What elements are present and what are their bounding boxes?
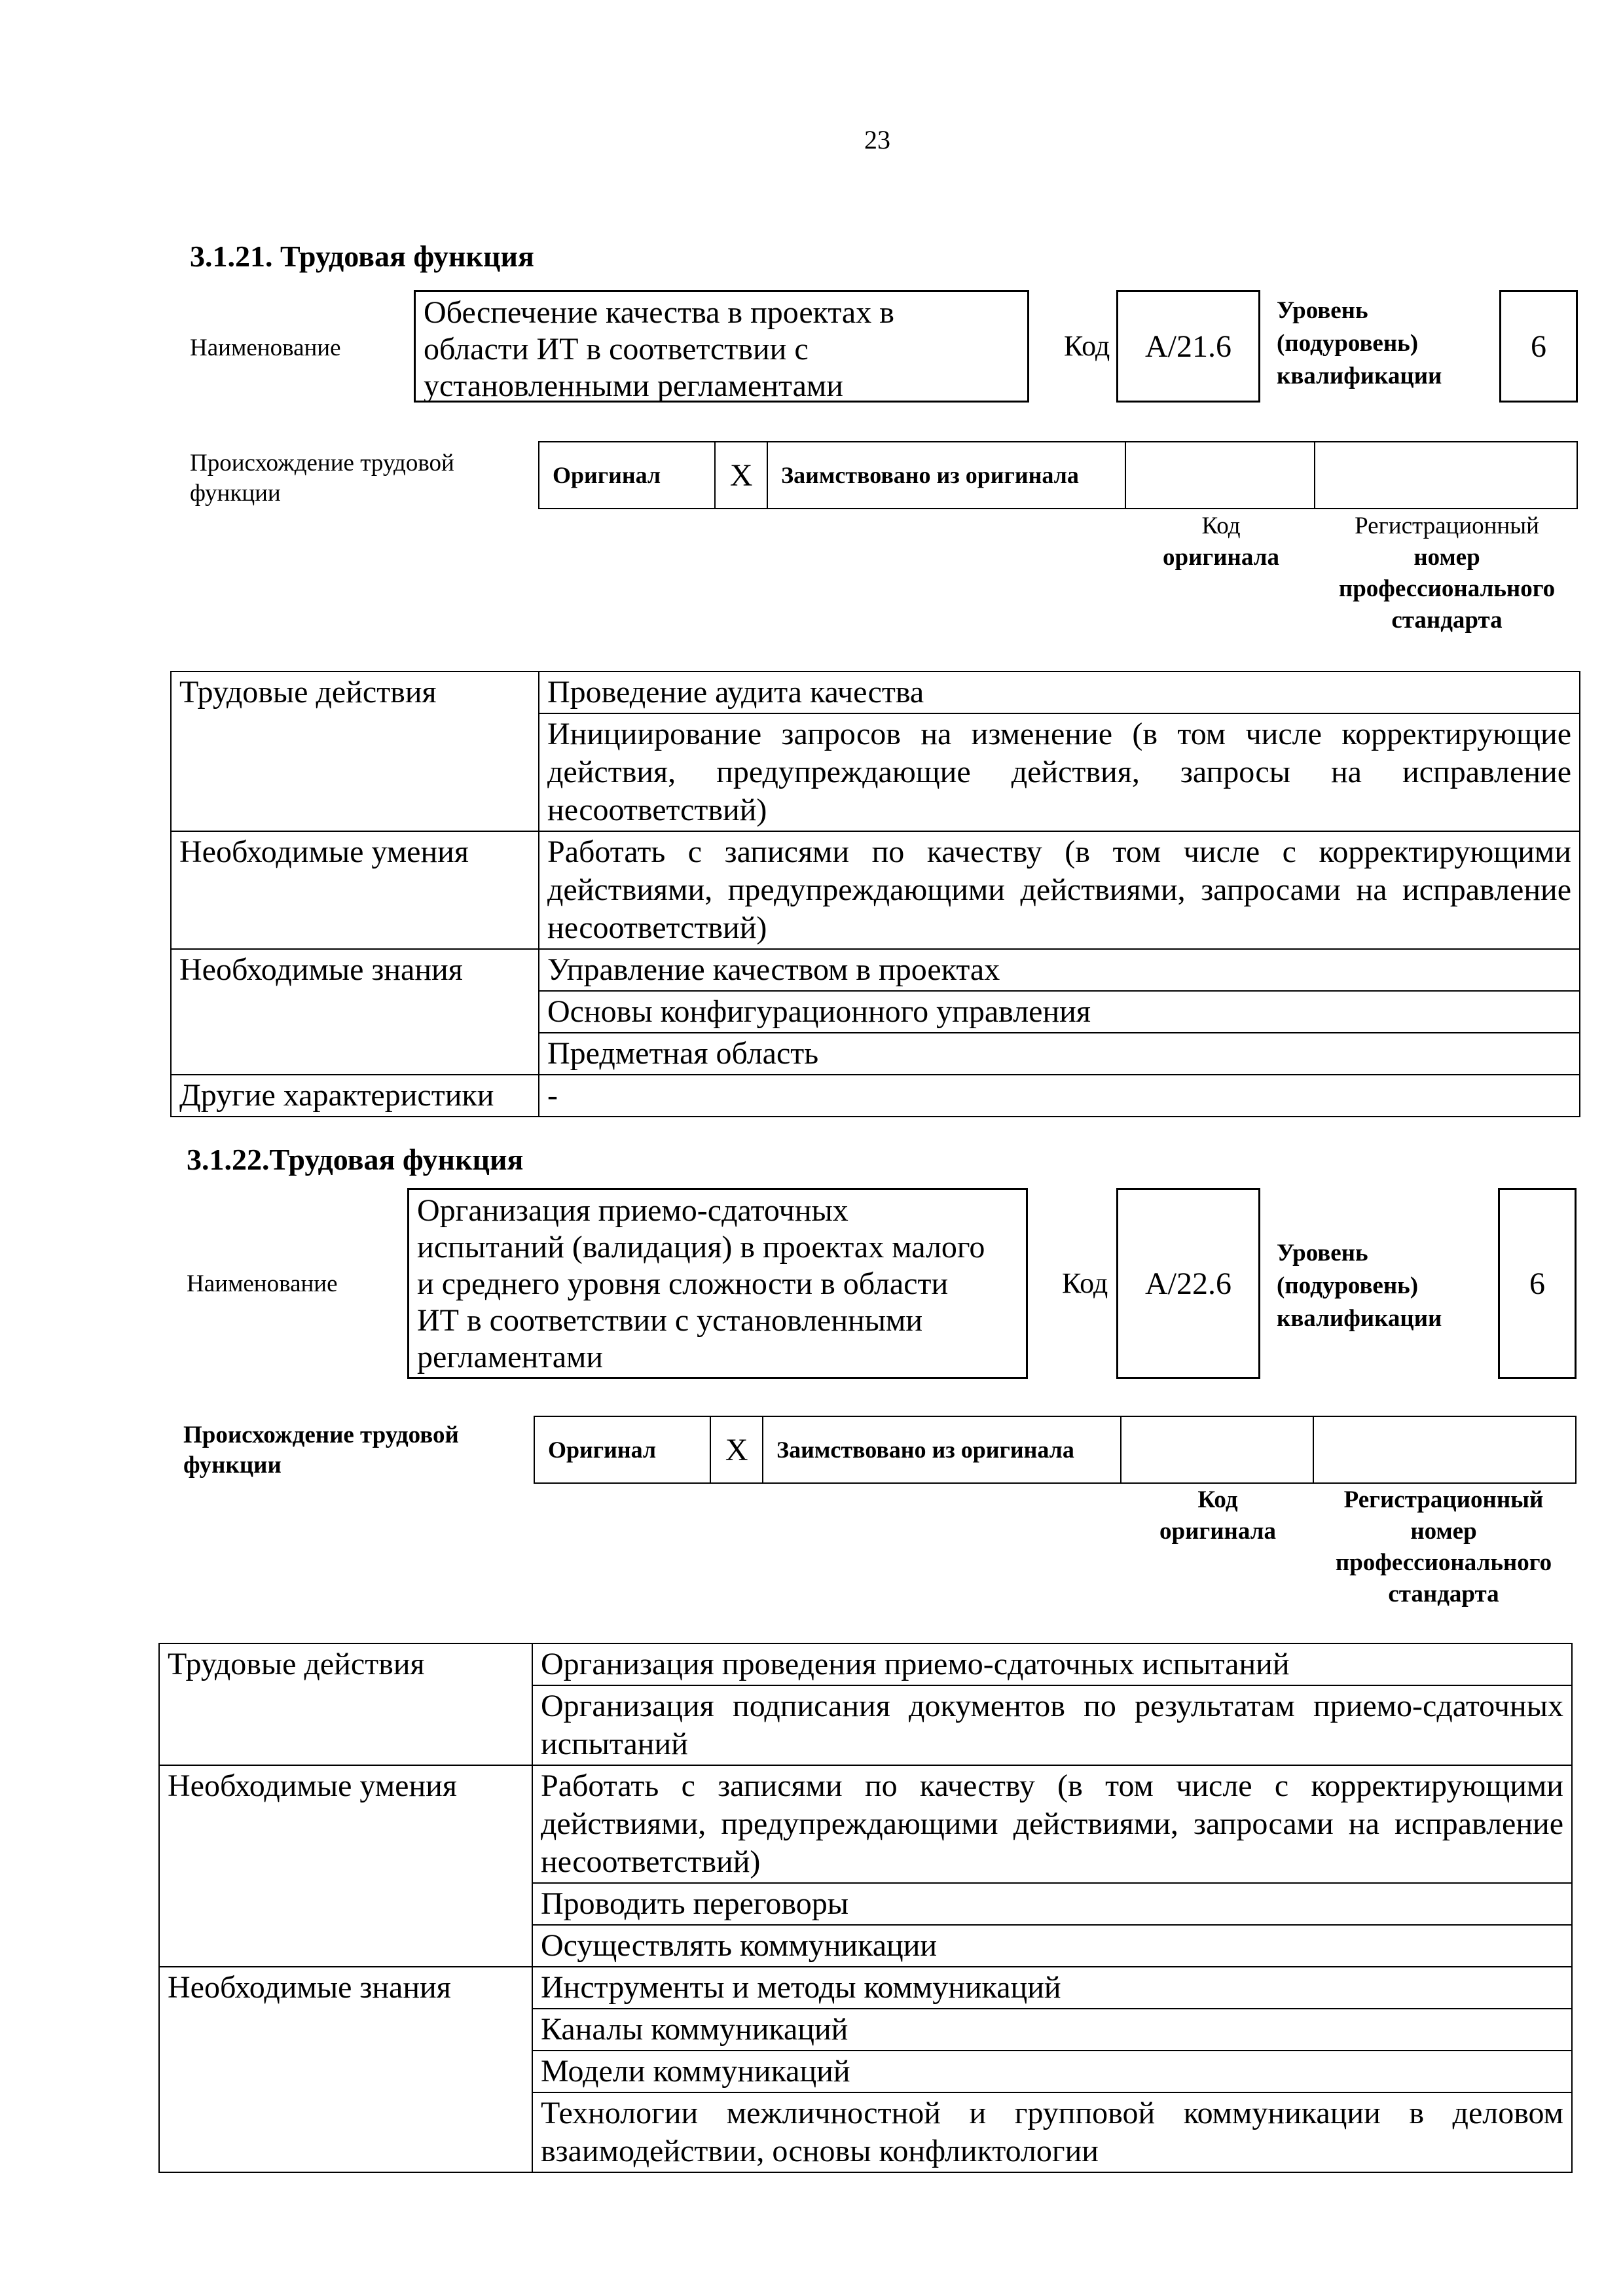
row-item: Работать с записями по качеству (в том числе с корректирующими действиями, предупреждающими действиями, запросами на исправление несоответствий) bbox=[539, 831, 1580, 949]
row-label: Трудовые действия bbox=[171, 672, 539, 831]
original-label: Оригинал bbox=[553, 462, 661, 488]
original-label: Оригинал bbox=[548, 1437, 657, 1463]
row-item: Осуществлять коммуникации bbox=[532, 1925, 1572, 1967]
row-label: Необходимые умения bbox=[159, 1765, 532, 1967]
row-label: Необходимые умения bbox=[171, 831, 539, 949]
row-label: Необходимые знания bbox=[159, 1967, 532, 2172]
registration-number-cell bbox=[1314, 1417, 1575, 1482]
function-name-box: Организация приемо-сдаточных испытаний (валидация) в проектах малого и среднего уровня сложности в области ИТ в соответствии с установленными регламентами bbox=[407, 1188, 1028, 1379]
function-name-line: Обеспечение качества в проектах в bbox=[424, 295, 894, 330]
caption-code: Код оригинала bbox=[1163, 512, 1279, 571]
function-table bbox=[170, 671, 1580, 1117]
row-item: Проводить переговоры bbox=[532, 1883, 1572, 1925]
code-label: Код bbox=[1062, 1267, 1108, 1299]
table-row bbox=[159, 1967, 1572, 2009]
level-label: Уровень (подуровень) квалификации bbox=[1277, 297, 1442, 389]
origin-row bbox=[534, 1416, 1577, 1484]
section-title: 3.1.22.Трудовая функция bbox=[187, 1143, 524, 1176]
row-item: Инициирование запросов на изменение (в том числе корректирующие действия, предупреждающие действия, запросы на исправление несоответствий) bbox=[539, 713, 1580, 831]
row-label: Трудовые действия bbox=[159, 1643, 532, 1765]
row-item: Проведение аудита качества bbox=[539, 672, 1580, 713]
row-label: Другие характеристики bbox=[171, 1075, 539, 1117]
code-box bbox=[1116, 290, 1260, 403]
original-code-cell bbox=[1122, 1417, 1314, 1482]
original-code-cell bbox=[1126, 442, 1315, 508]
caption-registration: Регистрационный номер профессионального стандарта bbox=[1335, 1486, 1552, 1607]
level-label: Уровень (подуровень) квалификации bbox=[1277, 1240, 1442, 1332]
name-label: Наименование bbox=[187, 1270, 338, 1297]
table-row bbox=[171, 831, 1580, 949]
row-item: Основы конфигурационного управления bbox=[539, 991, 1580, 1033]
function-code: A/21.6 bbox=[1145, 329, 1231, 364]
row-label: Необходимые знания bbox=[171, 949, 539, 1075]
table-row bbox=[159, 1643, 1572, 1685]
section-title: 3.1.21. Трудовая функция bbox=[190, 240, 534, 273]
caption-code: Код оригинала bbox=[1159, 1486, 1276, 1545]
row-item: Организация проведения приемо-сдаточных испытаний bbox=[532, 1643, 1572, 1685]
code-box bbox=[1116, 1188, 1260, 1379]
code-label: Код bbox=[1064, 330, 1110, 362]
row-item: Предметная область bbox=[539, 1033, 1580, 1075]
table-row bbox=[171, 672, 1580, 713]
level-box bbox=[1499, 290, 1578, 403]
original-mark: X bbox=[725, 1432, 748, 1467]
row-item: Работать с записями по качеству (в том числе с корректирующими действиями, предупреждающими действиями, запросами на исправление несоответствий) bbox=[532, 1765, 1572, 1883]
function-table bbox=[158, 1643, 1573, 2173]
origin-label: Происхождение трудовой функции bbox=[190, 450, 454, 507]
caption-registration: Регистрационный номер профессионального стандарта bbox=[1338, 512, 1556, 634]
origin-label: Происхождение трудовой функции bbox=[183, 1422, 459, 1479]
row-item: - bbox=[539, 1075, 1580, 1117]
table-row bbox=[159, 1765, 1572, 1883]
name-label: Наименование bbox=[190, 334, 341, 361]
qualification-level: 6 bbox=[1531, 329, 1546, 364]
origin-row bbox=[538, 441, 1578, 509]
row-item: Инструменты и методы коммуникаций bbox=[532, 1967, 1572, 2009]
original-mark: X bbox=[729, 457, 753, 493]
borrowed-label: Заимствовано из оригинала bbox=[776, 1437, 1074, 1463]
page-number: 23 bbox=[864, 125, 890, 154]
level-box bbox=[1498, 1188, 1577, 1379]
function-name-line: установленными регламентами bbox=[424, 368, 843, 403]
row-item: Каналы коммуникаций bbox=[532, 2009, 1572, 2051]
row-item: Организация подписания документов по результатам приемо-сдаточных испытаний bbox=[532, 1685, 1572, 1765]
qualification-level: 6 bbox=[1529, 1266, 1545, 1301]
table-row bbox=[171, 1075, 1580, 1117]
row-item: Технологии межличностной и групповой коммуникации в деловом взаимодействии, основы конфликтологии bbox=[532, 2092, 1572, 2172]
function-name-box bbox=[414, 290, 1029, 403]
borrowed-label: Заимствовано из оригинала bbox=[781, 462, 1079, 488]
row-item: Управление качеством в проектах bbox=[539, 949, 1580, 991]
row-item: Модели коммуникаций bbox=[532, 2051, 1572, 2092]
registration-number-cell bbox=[1315, 442, 1577, 508]
function-name-line: области ИТ в соответствии с bbox=[424, 332, 809, 367]
table-row bbox=[171, 949, 1580, 991]
function-code: A/22.6 bbox=[1145, 1266, 1231, 1301]
